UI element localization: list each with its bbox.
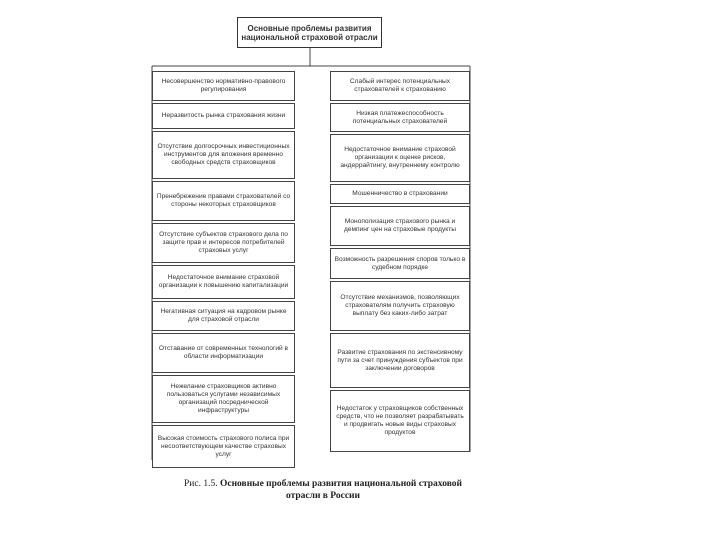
left-item-9: Нежелание страховщиков активно пользоваться услугами независимых организаций посреднической инфраструктуры <box>152 375 295 423</box>
right-item-4: Мошенничество в страховании <box>330 184 470 204</box>
left-item-10: Высокая стоимость страхового полиса при несоответствующем качестве страховых услуг <box>152 425 295 468</box>
left-item-1: Несовершенство нормативно-правового регулирования <box>152 71 295 101</box>
right-item-3: Недостаточное внимание страховой организации к оценке рисков, андеррайтингу, внутреннему контролю <box>330 134 470 182</box>
left-item-2: Неразвитость рынка страхования жизни <box>152 103 295 129</box>
figure-caption <box>178 478 468 502</box>
right-item-2: Низкая платежеспособность потенциальных страхователей <box>330 103 470 132</box>
caption-text: Основные проблемы развития национальной страховой отрасли в России <box>219 479 462 501</box>
right-item-5: Монополизация страхового рынка и демпинг цен на страховые продукты <box>330 206 470 246</box>
right-item-8: Развитие страхования по экстенсивному пути за счет принуждения субъектов при заключении договоров <box>330 333 470 388</box>
left-item-3: Отсутствие долгосрочных инвестиционных инструментов для вложения временно свободных средств страховщиков <box>152 131 295 179</box>
left-item-8: Отставание от современных технологий в области информатизации <box>152 333 295 373</box>
left-item-4: Пренебрежение правами страхователей со стороны некоторых страховщиков <box>152 181 295 221</box>
right-item-9: Недостаток у страховщиков собственных средств, что не позволяет разрабатывать и продвигать новые виды страховых продуктов <box>330 390 470 452</box>
right-item-7: Отсутствие механизмов, позволяющих страхователям получить страховую выплату без каких-либо затрат <box>330 281 470 331</box>
right-item-1: Слабый интерес потенциальных страхователей к страхованию <box>330 71 470 101</box>
left-item-6: Недостаточное внимание страховой организации к повышению капитализации <box>152 265 295 299</box>
left-item-5: Отсутствие субъектов страхового дела по защите прав и интересов потребителей страховых услуг <box>152 223 295 263</box>
caption-label: Рис. 1.5. <box>184 479 218 489</box>
left-item-7: Негативная ситуация на кадровом рынке для страховой отрасли <box>152 301 295 331</box>
right-item-6: Возможность разрешения споров только в судебном порядке <box>330 248 470 279</box>
diagram-title: Основные проблемы развития национальной страховой отрасли <box>237 17 382 48</box>
